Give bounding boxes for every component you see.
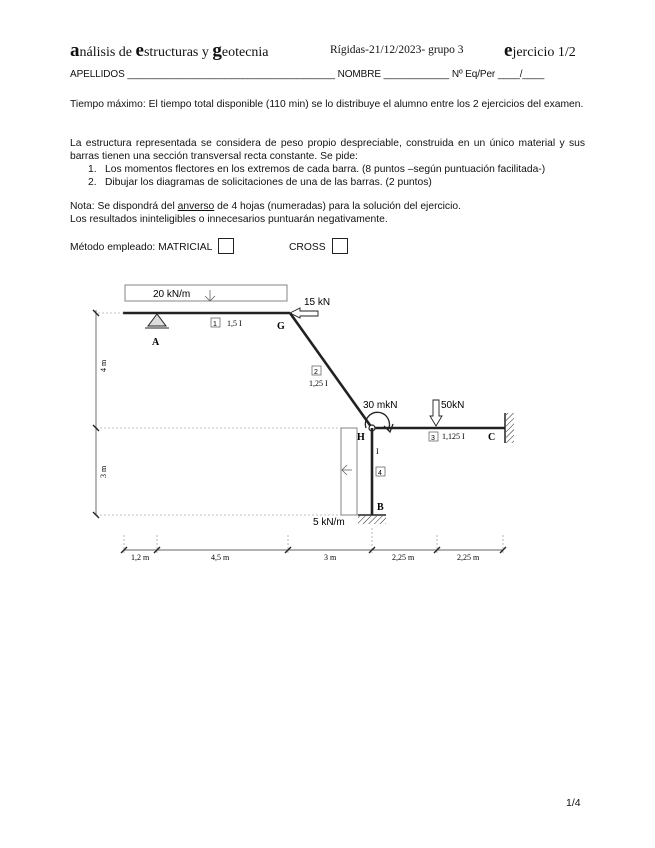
point-load-g-label: 15 kN — [304, 297, 331, 308]
course-title — [70, 40, 269, 62]
node-h-label: H — [357, 432, 365, 443]
distributed-load-box — [125, 285, 287, 301]
method-label: Método empleado: MATRICIAL — [70, 242, 213, 253]
task-list — [88, 163, 588, 189]
time-paragraph: Tiempo máximo: El tiempo total disponible (110 min) se lo distribuye el alumno entre los 2 ejercicios del examen. — [70, 99, 584, 110]
fixed-support-b-hatch-icon — [358, 516, 386, 524]
node-g-label: G — [277, 321, 285, 332]
task-text: Dibujar los diagramas de solicitaciones de una de las barras. (2 puntos) — [105, 177, 432, 188]
name-blank[interactable]: ____________ — [383, 69, 450, 80]
title-cap-a: a — [70, 40, 80, 61]
eq-blank[interactable]: ____/____ — [497, 69, 545, 80]
task-number: 1. — [88, 164, 97, 175]
moment-label: 30 mkN — [363, 400, 398, 411]
fixed-support-c-hatch-icon — [506, 413, 514, 443]
title-cap-g: g — [212, 40, 222, 61]
point-load-arrow-icon — [290, 308, 318, 318]
distributed-load-label: 20 kN/m — [153, 289, 191, 300]
bar-3-id: 3 — [431, 435, 435, 442]
bar-4-inertia: I — [376, 447, 379, 456]
bar-2-id: 2 — [314, 369, 318, 376]
dim-vertical-4m: 4 m — [99, 359, 108, 372]
eq-label: Nº Eq/Per — [451, 69, 496, 80]
exercise-label — [504, 40, 576, 62]
node-b-label: B — [377, 502, 384, 513]
title-cap-e: e — [135, 40, 144, 61]
task-text: Los momentos flectores en los extremos de cada barra. (8 puntos –según puntuación facilitada-) — [105, 164, 546, 175]
name-label: NOMBRE — [337, 69, 381, 80]
title-rest-e: structuras y — [143, 45, 213, 60]
bar-1-inertia: 1,5 I — [227, 319, 242, 328]
bar-1-id: 1 — [213, 321, 217, 328]
note-prefix: Nota: Se dispondrá del — [70, 201, 178, 212]
list-item — [88, 176, 588, 189]
exercise-rest: jercicio 1/2 — [512, 45, 576, 60]
cross-checkbox[interactable] — [332, 238, 348, 254]
dim-h-2: 4,5 m — [211, 553, 230, 562]
surname-label: APELLIDOS — [70, 69, 125, 80]
dim-h-4: 2,25 m — [392, 553, 415, 562]
dim-h-1: 1,2 m — [131, 553, 150, 562]
note-line-2: Los resultados ininteligibles o innecesarios puntuarán negativamente. — [70, 214, 388, 225]
structure-paragraph: La estructura representada se considera de peso propio despreciable, construida en un único material y sus barras tienen una sección transversal recta constante. Se pide: — [70, 138, 585, 162]
page-number: 1/4 — [566, 797, 581, 809]
dim-h-5: 2,25 m — [457, 553, 480, 562]
cross-label: CROSS — [289, 242, 326, 253]
title-rest-g: eotecnia — [221, 45, 269, 60]
distributed-load-bar4-label: 5 kN/m — [313, 517, 345, 528]
surname-blank[interactable]: ______________________________________ — [127, 69, 335, 80]
node-c-label: C — [488, 432, 496, 443]
bar-3-inertia: 1,125 I — [442, 432, 465, 441]
title-rest-a: nálisis de — [79, 45, 136, 60]
task-number: 2. — [88, 177, 97, 188]
bar-4-id: 4 — [378, 470, 382, 477]
dim-h-3: 3 m — [324, 553, 337, 562]
student-fields — [70, 69, 544, 80]
point-load-bar3-label: 50kN — [441, 400, 465, 411]
structure-diagram — [0, 270, 655, 570]
pin-support-icon — [148, 314, 166, 326]
list-item — [88, 163, 588, 176]
bar-2-inertia: 1,25 I — [309, 379, 328, 388]
note-paragraph — [70, 200, 461, 226]
bar-2 — [290, 313, 372, 428]
note-underlined: anverso — [177, 201, 215, 212]
note-suffix: de 4 hojas (numeradas) para la solución del ejercicio. — [214, 201, 461, 212]
node-a-label: A — [152, 337, 160, 348]
note-line-1 — [70, 200, 461, 213]
cross-row — [289, 238, 348, 254]
dim-vertical-3m: 3 m — [99, 465, 108, 478]
exercise-cap: e — [504, 40, 513, 61]
method-row — [70, 238, 234, 254]
matricial-checkbox[interactable] — [218, 238, 234, 254]
exam-meta: Rígidas-21/12/2023- grupo 3 — [330, 44, 464, 56]
